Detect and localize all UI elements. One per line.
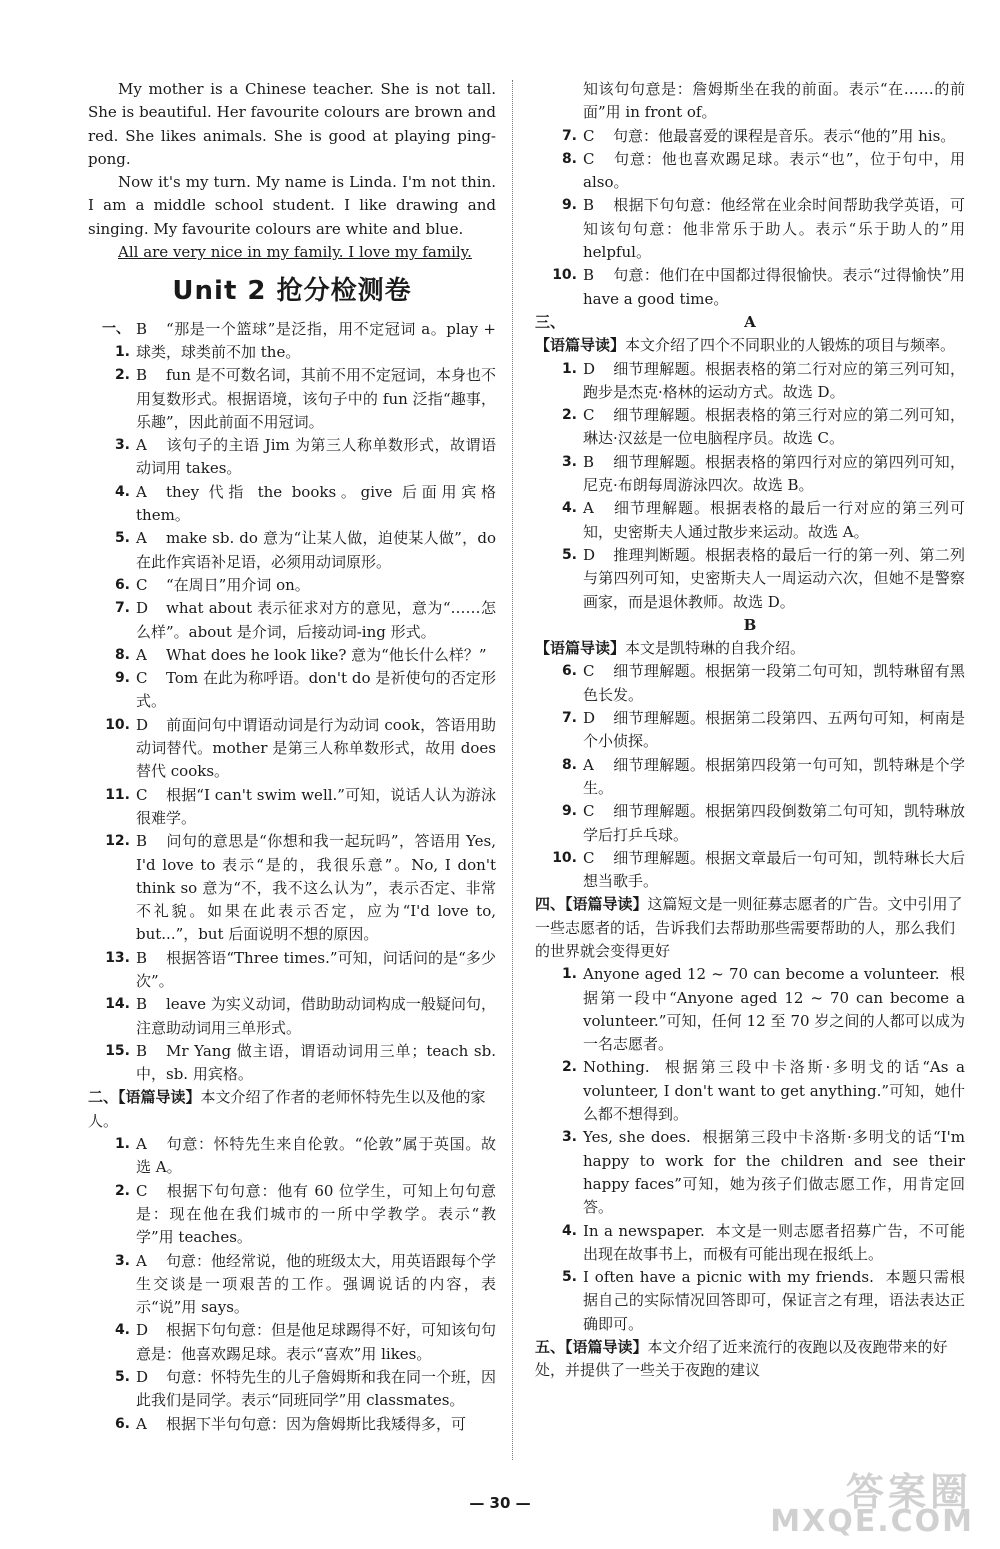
explanation: 句意：怀特先生的儿子詹姆斯和我在同一个班，因此我们是同学。表示“同班同学”用 classmates。 bbox=[136, 1368, 497, 1410]
item-number: 9. bbox=[561, 803, 577, 820]
list-item bbox=[88, 1133, 496, 1180]
answer-letter: C bbox=[583, 149, 595, 168]
section-label: 三、 bbox=[535, 312, 566, 331]
answer-letter: A bbox=[136, 1414, 147, 1433]
list-item bbox=[535, 963, 965, 1056]
intro-label: 【语篇导读】 bbox=[565, 895, 648, 914]
answer-letter: B bbox=[583, 196, 595, 215]
list-item bbox=[535, 125, 965, 148]
unit-title: Unit 2 抢分检测卷 bbox=[172, 276, 412, 307]
answer-letter: C bbox=[583, 802, 595, 821]
explanation: 根据下句句意：他有 60 位学生，可知上句句意是：现在他在我们城市的一所中学教学。表示“教学”用 teaches。 bbox=[136, 1181, 496, 1247]
list-item bbox=[88, 1180, 496, 1250]
explanation: 本题只需根据自己的实际情况回答即可，保证言之有理，语法表达正确即可。 bbox=[583, 1268, 965, 1333]
essay-last-sentence: All are very nice in my family. I love my family. bbox=[118, 243, 472, 262]
intro-label: 【语篇导读】 bbox=[535, 639, 626, 658]
item-number: 3. bbox=[561, 453, 577, 470]
explanation: 前面问句中谓语动词是行为动词 cook，答语用助动词替代。mother 是第三人称单数形式，故用 does 替代 cooks。 bbox=[136, 715, 496, 781]
item-number: 1. bbox=[561, 966, 577, 983]
item-number: 14. bbox=[105, 996, 130, 1013]
item-number: 2. bbox=[561, 407, 577, 424]
list-item bbox=[88, 1040, 496, 1087]
list-item bbox=[88, 1250, 496, 1320]
explanation: 细节理解题。根据第二段第四、五两句可知，柯南是个小侦探。 bbox=[583, 709, 965, 751]
list-item bbox=[535, 194, 965, 264]
list-item bbox=[88, 434, 496, 481]
explanation: 句意：他也喜欢踢足球。表示“也”，位于句中，用 also。 bbox=[583, 149, 965, 192]
item-number: 5. bbox=[114, 1369, 130, 1386]
item-number: 3. bbox=[114, 437, 130, 454]
list-item bbox=[88, 1413, 496, 1436]
intro-label: 【语篇导读】 bbox=[535, 336, 626, 355]
explanation: fun 是不可数名词，其前不用不定冠词，本身也不用复数形式。根据语境，该句子中的 fun 泛指“趣事，乐趣”，因此前面不用冠词。 bbox=[136, 366, 496, 431]
list-item bbox=[535, 404, 965, 451]
page-number: — 30 — bbox=[469, 1494, 531, 1512]
essay-paragraph-1: My mother is a Chinese teacher. She is not tall. She is beautiful. Her favourite colours are brown and red. She likes animals. She is good at playing ping-pong. bbox=[88, 80, 496, 168]
explanation: 根据下句句意：但是他足球踢得不好，可知该句句意是：他喜欢踢足球。表示“喜欢”用 likes。 bbox=[136, 1321, 497, 1363]
item-number: 8. bbox=[114, 646, 130, 663]
answer-letter: B bbox=[136, 1041, 148, 1060]
explanation: 句意：他经常说，他的班级太大，用英语跟每个学生交谈是一项艰苦的工作。强调说话的内容，表示“说”用 says。 bbox=[136, 1251, 497, 1317]
item-number: 4. bbox=[561, 500, 577, 517]
item-number: 7. bbox=[114, 600, 130, 617]
explanation: 句意：怀特先生来自伦敦。“伦敦”属于英国。故选 A。 bbox=[136, 1135, 496, 1177]
passage-a-heading: A bbox=[744, 312, 756, 331]
item-number: 3. bbox=[114, 1252, 130, 1269]
list-item bbox=[535, 264, 965, 311]
answer-letter: D bbox=[136, 715, 149, 734]
section-5-intro bbox=[535, 1336, 965, 1383]
watermark-text-top: 答案圈 bbox=[845, 1470, 972, 1514]
answer-letter: D bbox=[583, 359, 596, 378]
intro-text: 本文介绍了四个不同职业的人锻炼的项目与频率。 bbox=[625, 336, 956, 355]
explanation: 根据第三段中卡洛斯·多明戈的话“I'm happy to work for the children and see their happy faces”可知，她为孩子们做志愿工作，用肯定回答。 bbox=[583, 1128, 965, 1217]
list-item bbox=[535, 800, 965, 847]
explanation: 细节理解题。根据第四段倒数第二句可知，凯特琳放学后打乒乓球。 bbox=[583, 802, 965, 844]
answer-letter: B bbox=[136, 995, 148, 1014]
explanation: what about 表示征求对方的意见，意为“……怎么样”。about 是介词，后接动词-ing 形式。 bbox=[136, 599, 496, 641]
essay-paragraph-3 bbox=[88, 241, 496, 264]
item-number: 9. bbox=[561, 197, 577, 214]
answer-letter: C bbox=[583, 662, 595, 681]
answer-letter: D bbox=[583, 709, 596, 728]
answer-letter: A bbox=[136, 436, 147, 455]
section-2 bbox=[88, 1086, 496, 1435]
answer-letter: B bbox=[136, 319, 148, 338]
explanation: make sb. do 意为“让某人做，迫使某人做”，do 在此作宾语补足语，必须用动词原形。 bbox=[136, 529, 496, 571]
section-2-intro bbox=[88, 1086, 496, 1133]
answer-text: I often have a picnic with my friends. bbox=[583, 1268, 874, 1287]
answer-text: In a newspaper. bbox=[583, 1221, 705, 1240]
explanation: they 代指 the books。give 后面用宾格 them。 bbox=[136, 482, 496, 525]
explanation: 句意：他们在中国都过得很愉快。表示“过得愉快”用 have a good time。 bbox=[583, 266, 965, 308]
item-number: 3. bbox=[561, 1129, 577, 1146]
list-item bbox=[535, 847, 965, 894]
explanation: 细节理解题。根据第一段第二句可知，凯特琳留有黑色长发。 bbox=[583, 662, 965, 704]
list-item bbox=[88, 597, 496, 644]
answer-letter: B bbox=[583, 452, 595, 471]
column-divider bbox=[512, 80, 513, 1460]
intro-label: 【语篇导读】 bbox=[565, 1338, 648, 1357]
item-number: 10. bbox=[552, 267, 577, 284]
explanation: 根据答语“Three times.”可知，问话问的是“多少次”。 bbox=[136, 948, 496, 990]
section-1 bbox=[88, 318, 496, 1087]
intro-text: 本文介绍了近来流行的夜跑以及夜跑带来的好处，并提供了一些关于夜跑的建议 bbox=[535, 1338, 948, 1380]
item-number: 9. bbox=[114, 670, 130, 687]
list-item bbox=[88, 1319, 496, 1366]
answer-text: Nothing. bbox=[583, 1058, 650, 1077]
answer-letter: C bbox=[136, 1181, 148, 1200]
essay-paragraph-2: Now it's my turn. My name is Linda. I'm not thin. I am a middle school student. I like drawing and singing. My favourite colours are white and blue. bbox=[88, 173, 496, 238]
answer-letter: D bbox=[136, 1368, 149, 1387]
explanation: 细节理解题。根据文章最后一句可知，凯特琳长大后想当歌手。 bbox=[583, 848, 965, 891]
passage-b-intro bbox=[535, 637, 965, 660]
explanation: 知该句句意是：詹姆斯坐在我的前面。表示“在……的前面”用 in front of。 bbox=[583, 80, 965, 122]
answer-letter: B bbox=[136, 832, 148, 851]
item-number: 1. bbox=[561, 360, 577, 377]
item-number: 1. bbox=[114, 1136, 130, 1153]
answer-letter: B bbox=[136, 948, 148, 967]
section-4-intro bbox=[535, 893, 965, 963]
list-item bbox=[535, 754, 965, 801]
explanation: Tom 在此为称呼语。don't do 是祈使句的否定形式。 bbox=[136, 669, 496, 711]
list-item bbox=[535, 1220, 965, 1267]
intro-text: 本文是凯特琳的自我介绍。 bbox=[625, 639, 806, 658]
explanation: 本文是一则志愿者招募广告，不可能出现在故事书上，而极有可能出现在报纸上。 bbox=[583, 1221, 965, 1263]
answer-letter: D bbox=[136, 599, 149, 618]
answer-text: Yes, she does. bbox=[583, 1128, 691, 1147]
list-item bbox=[535, 1266, 965, 1336]
item-number: 4. bbox=[114, 1322, 130, 1339]
intro-label: 【语篇导读】 bbox=[118, 1088, 201, 1107]
item-number: 2. bbox=[114, 367, 130, 384]
answer-letter: C bbox=[583, 848, 595, 867]
answer-letter: D bbox=[583, 545, 596, 564]
item-number: 5. bbox=[561, 1269, 577, 1286]
explanation: “那是一个篮球”是泛指，用不定冠词 a。play + 球类，球类前不加 the。 bbox=[136, 319, 496, 361]
list-item bbox=[88, 993, 496, 1040]
explanation: 问句的意思是“你想和我一起玩吗”，答语用 Yes, I'd love to 表示“是的，我很乐意”。No, I don't think so 意为“不，我不这么认为”，表示否定、非常不礼貌。如果在此表示否定，应为“I'd love to, but...”，but 后面说明不想的原因。 bbox=[136, 832, 496, 944]
item-number: 15. bbox=[105, 1042, 130, 1059]
answer-letter: C bbox=[583, 406, 595, 425]
passage-b-heading: B bbox=[743, 615, 757, 634]
list-item bbox=[88, 644, 496, 667]
explanation: What does he look like? 意为“他长什么样？” bbox=[166, 645, 487, 664]
explanation: 根据下句句意：他经常在业余时间帮助我学英语，可知该句句意：他非常乐于助人。表示“乐于助人的”用 helpful。 bbox=[583, 196, 965, 262]
answer-letter: A bbox=[583, 499, 594, 518]
section-label: 四、 bbox=[535, 895, 566, 914]
passage-a-intro bbox=[535, 334, 965, 357]
answer-text: Anyone aged 12 ~ 70 can become a volunteer. bbox=[583, 965, 940, 984]
list-item bbox=[88, 318, 496, 365]
item-number: 1. bbox=[114, 343, 130, 360]
explanation: 根据“I can't swim well.”可知，说话人认为游泳很难学。 bbox=[136, 785, 496, 827]
section-4 bbox=[535, 893, 965, 1336]
section-5 bbox=[535, 1336, 965, 1383]
list-item bbox=[535, 148, 965, 195]
item-number: 12. bbox=[105, 833, 130, 850]
answer-letter: B bbox=[583, 266, 595, 285]
answer-letter: A bbox=[136, 482, 147, 501]
answer-letter: C bbox=[136, 575, 148, 594]
answer-letter: B bbox=[136, 366, 148, 385]
answer-letter: C bbox=[136, 785, 148, 804]
item-number: 4. bbox=[114, 483, 130, 500]
item-number: 4. bbox=[561, 1222, 577, 1239]
list-item bbox=[88, 527, 496, 574]
item-number: 6. bbox=[114, 1415, 130, 1432]
explanation: Mr Yang 做主语，谓语动词用三单；teach sb. 中，sb. 用宾格。 bbox=[136, 1041, 496, 1084]
explanation: leave 为实义动词，借助助动词构成一般疑问句，注意助动词用三单形式。 bbox=[136, 995, 496, 1037]
explanation: 推理判断题。根据表格的最后一行的第一列、第二列与第四列可知，史密斯夫人一周运动六次，但她不是警察画家，而是退休教师。故选 D。 bbox=[583, 545, 965, 611]
list-item bbox=[535, 707, 965, 754]
answer-letter: C bbox=[136, 669, 148, 688]
list-item bbox=[535, 358, 965, 405]
list-item bbox=[88, 830, 496, 946]
explanation: 该句子的主语 Jim 为第三人称单数形式，故谓语动词用 takes。 bbox=[136, 436, 496, 478]
section-label: 五、 bbox=[535, 1338, 566, 1357]
item-number: 2. bbox=[561, 1059, 577, 1076]
item-number: 11. bbox=[105, 786, 130, 803]
section-label: 二、 bbox=[88, 1088, 119, 1107]
intro-text: 这篇短文是一则征募志愿者的广告。文中引用了一些志愿者的话，告诉我们去帮助那些需要帮助的人，那么我们的世界就会变得更好 bbox=[535, 895, 963, 960]
list-item bbox=[88, 364, 496, 434]
list-item bbox=[88, 1366, 496, 1413]
item-number: 7. bbox=[561, 127, 577, 144]
item-number: 5. bbox=[114, 530, 130, 547]
section-label: 一、 bbox=[102, 320, 130, 337]
list-item bbox=[88, 784, 496, 831]
list-item bbox=[88, 481, 496, 528]
explanation: 细节理解题。根据表格的第四行对应的第四列可知，尼克·布朗每周游泳四次。故选 B。 bbox=[583, 452, 965, 495]
item-number: 6. bbox=[114, 576, 130, 593]
answer-letter: A bbox=[583, 755, 594, 774]
item-number: 5. bbox=[561, 546, 577, 563]
section-3 bbox=[535, 311, 965, 893]
answer-letter: C bbox=[583, 126, 595, 145]
list-item bbox=[88, 714, 496, 784]
item-number: 2. bbox=[114, 1182, 130, 1199]
explanation: 细节理解题。根据第四段第一句可知，凯特琳是个学生。 bbox=[583, 755, 965, 797]
item-number: 10. bbox=[552, 849, 577, 866]
watermark-logo bbox=[722, 1461, 982, 1541]
answer-letter: A bbox=[136, 645, 147, 664]
explanation: 句意：他最喜爱的课程是音乐。表示“他的”用 his。 bbox=[613, 126, 956, 145]
item-number: 8. bbox=[561, 150, 577, 167]
answer-letter: A bbox=[136, 529, 147, 548]
answer-letter: A bbox=[136, 1251, 147, 1270]
list-item bbox=[88, 947, 496, 994]
explanation: “在周日”用介词 on。 bbox=[166, 575, 310, 594]
explanation: 根据第三段中卡洛斯·多明戈的话“As a volunteer, I don't want to get anything.”可知，她什么都不想得到。 bbox=[583, 1058, 965, 1124]
explanation: 根据第一段中“Anyone aged 12 ~ 70 can become a volunteer.”可知，任何 12 至 70 岁之间的人都可以成为一名志愿者。 bbox=[583, 965, 965, 1054]
item-number: 10. bbox=[105, 716, 130, 733]
list-item-continued bbox=[535, 78, 965, 125]
item-number: 13. bbox=[105, 949, 130, 966]
left-column bbox=[88, 78, 496, 1436]
list-item bbox=[88, 574, 496, 597]
explanation: 根据下半句句意：因为詹姆斯比我矮得多，可 bbox=[166, 1414, 467, 1433]
list-item bbox=[535, 660, 965, 707]
right-column bbox=[535, 78, 965, 1383]
list-item bbox=[535, 544, 965, 614]
list-item bbox=[535, 451, 965, 498]
watermark-text-bottom: MXQE.COM bbox=[770, 1504, 974, 1539]
list-item bbox=[88, 667, 496, 714]
explanation: 细节理解题。根据表格的最后一行对应的第三列可知，史密斯夫人通过散步来运动。故选 A。 bbox=[583, 499, 965, 541]
list-item bbox=[535, 1126, 965, 1219]
answer-letter: A bbox=[136, 1135, 147, 1154]
item-number: 6. bbox=[561, 663, 577, 680]
list-item bbox=[535, 497, 965, 544]
item-number: 8. bbox=[561, 756, 577, 773]
explanation: 细节理解题。根据表格的第三行对应的第二列可知，琳达·汉兹是一位电脑程序员。故选 C。 bbox=[583, 406, 965, 448]
item-number: 7. bbox=[561, 710, 577, 727]
intro-text: 本文介绍了作者的老师怀特先生以及他的家人。 bbox=[88, 1088, 486, 1130]
list-item bbox=[535, 1056, 965, 1126]
explanation: 细节理解题。根据表格的第二行对应的第三列可知，跑步是杰克·格林的运动方式。故选 D。 bbox=[583, 359, 965, 401]
answer-letter: D bbox=[136, 1321, 149, 1340]
